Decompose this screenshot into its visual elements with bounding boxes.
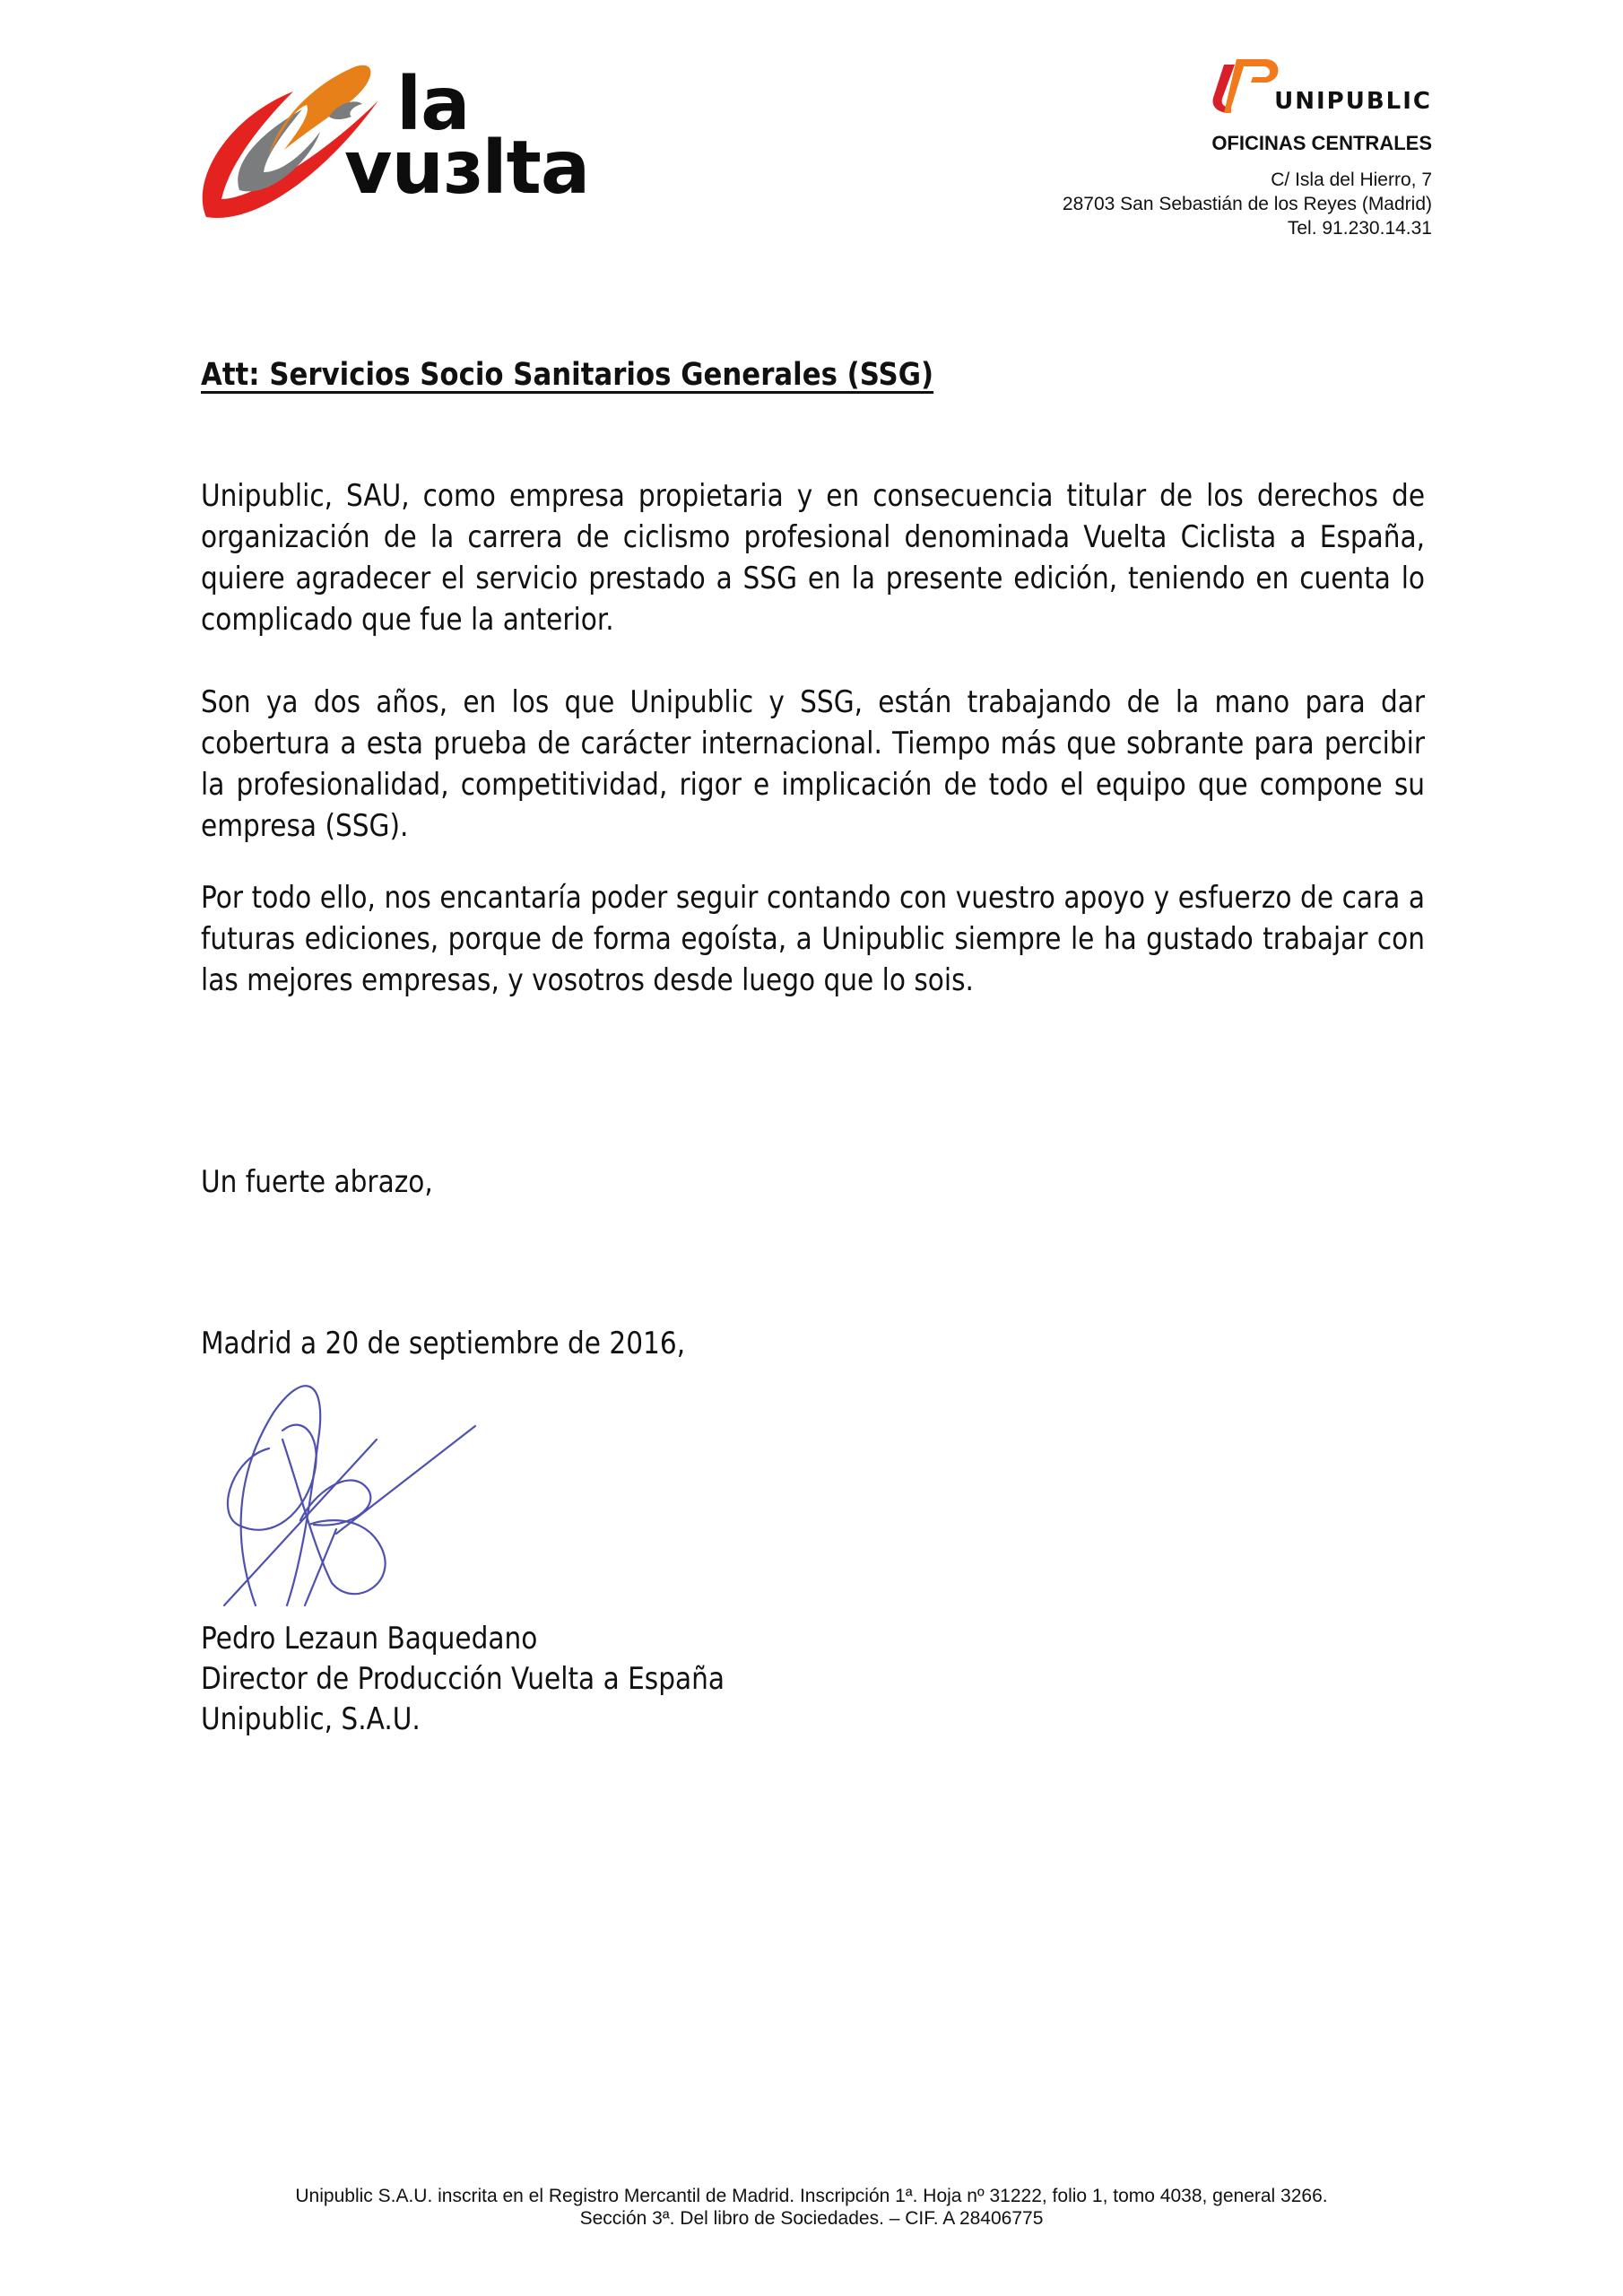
footer-cif-line: Sección 3ª. Del libro de Sociedades. – CIF. A 28406775 <box>579 2208 1044 2229</box>
unipublic-wordmark: UNIPUBLIC <box>1274 88 1432 115</box>
unipublic-logo <box>1211 54 1432 115</box>
footer-registry-line: Unipublic S.A.U. inscrita en el Registro Mercantil de Madrid. Inscripción 1ª. Hoja nº 31222, folio 1, tomo 4038, general 3266. <box>295 2186 1328 2206</box>
legal-footer <box>0 2185 1623 2230</box>
la-vuelta-word-la: la <box>396 62 470 147</box>
la-vuelta-wordmark <box>344 62 590 211</box>
signer-name: Pedro Lezaun Baquedano <box>201 1621 538 1657</box>
paragraph-1: Unipublic, SAU, como empresa propietaria y en consecuencia titular de los derechos de organización de la carrera de ciclismo profesional denominada Vuelta Ciclista a España, quiere agradecer el servicio prestado a SSG en la presente edición, teniendo en cuenta lo complicado que fue la anterior. <box>201 478 1426 638</box>
signer-block <box>201 1619 1266 1740</box>
attention-line: Att: Servicios Socio Sanitarios Generales (SSG) <box>201 357 934 393</box>
la-vuelta-word-vuelta: vuɜlta <box>344 125 590 211</box>
address-street: C/ Isla del Hierro, 7 <box>1271 170 1432 190</box>
la-vuelta-logo <box>199 47 590 226</box>
address-phone: Tel. 91.230.14.31 <box>1287 218 1432 239</box>
address-city: 28703 San Sebastián de los Reyes (Madrid) <box>1062 194 1432 214</box>
paragraph-3: Por todo ello, nos encantaría poder seguir contando con vuestro apoyo y esfuerzo de cara a futuras ediciones, porque de forma egoísta, a Unipublic siempre le ha gustado trabajar con las mejores empresas, y vosotros desde luego que lo sois. <box>201 880 1426 998</box>
letterhead-sender-block <box>930 54 1432 240</box>
place-and-date: Madrid a 20 de septiembre de 2016, <box>201 1326 686 1361</box>
handwritten-signature <box>220 1377 480 1619</box>
unipublic-up-icon <box>1211 56 1281 115</box>
paragraph-2: Son ya dos años, en los que Unipublic y SSG, están trabajando de la mano para dar cobertura a esta prueba de carácter internacional. Tiempo más que sobrante para percibir la profesionalidad, competitividad, rigor e implicación de todo el equipo que compone su empresa (SSG). <box>201 684 1426 844</box>
office-address <box>930 168 1432 240</box>
signer-company: Unipublic, S.A.U. <box>201 1701 421 1737</box>
closing-salutation: Un fuerte abrazo, <box>201 1164 433 1200</box>
office-title: OFICINAS CENTRALES <box>1211 132 1432 154</box>
signer-title: Director de Producción Vuelta a España <box>201 1661 725 1697</box>
